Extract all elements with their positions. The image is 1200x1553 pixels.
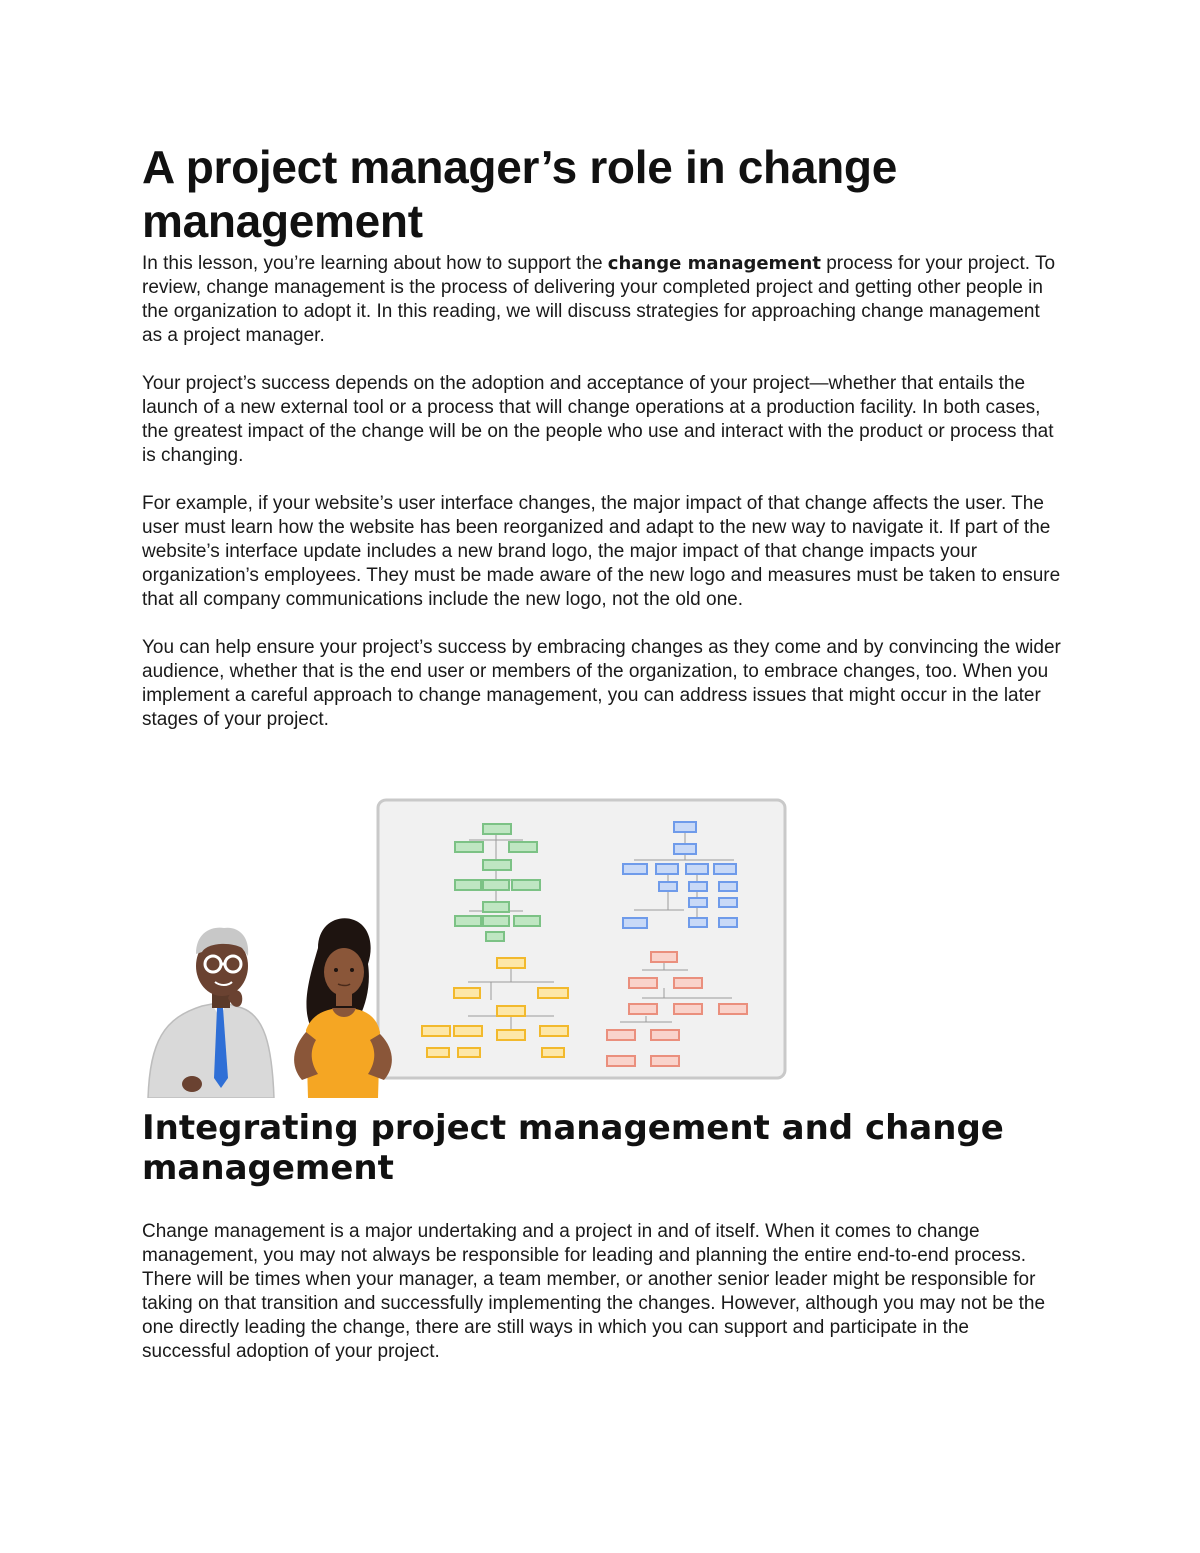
document-body — [142, 140, 1062, 732]
intro-bold-term: change management — [607, 253, 821, 274]
intro-text-after: process for your project. To review, change management is the process of delivering your completed project and getting other people in the organization to adopt it. In this reading, we will discuss strategies for approaching change management as a project manager. — [142, 253, 1056, 346]
intro-text-before: In this lesson, you’re learning about how to support the — [142, 253, 608, 274]
section-body-paragraph: Change management is a major undertaking and a project in and of itself. When it comes to change management, you may not always be responsible for leading and planning the entire end-to-end process. There will be times when your manager, a team member, or another senior leader might be responsible for taking on that transition and successfully implementing the changes. However, although you may not be the one directly leading the change, there are still ways in which you can support and participate in the successful adoption of your project. — [142, 1221, 1046, 1362]
man-character-icon — [148, 928, 274, 1098]
org-chart-whiteboard-illustration — [142, 786, 807, 1098]
paragraph-embrace: You can help ensure your project’s success by embracing changes as they come and by convincing the wider audience, whether that is the end user or members of the organization, to embrace changes, too. When you implement a careful approach to change management, you can address issues that might occur in the later stages of your project. — [142, 637, 1061, 730]
paragraph-success: Your project’s success depends on the adoption and acceptance of your project—whether that entails the launch of a new external tool or a process that will change operations at a production facility. In both cases, the greatest impact of the change will be on the people who use and interact with the product or process that is changing. — [142, 373, 1054, 466]
page-title: A project manager’s role in change management — [142, 141, 897, 247]
paragraph-example: For example, if your website’s user interface changes, the major impact of that change affects the user. The user must learn how the website has been reorganized and adapt to the new way to navigate it. If part of the website’s interface update includes a new brand logo, the major impact of that change impacts your organization’s employees. They must be made aware of the new logo and measures must be taken to ensure that all company communications include the new logo, not the old one. — [142, 493, 1061, 610]
intro-paragraph — [142, 252, 1062, 348]
section-heading-wrapper — [142, 1108, 1062, 1188]
section-body-wrapper — [142, 1220, 1062, 1364]
section-heading: Integrating project management and change management — [142, 1108, 1004, 1188]
